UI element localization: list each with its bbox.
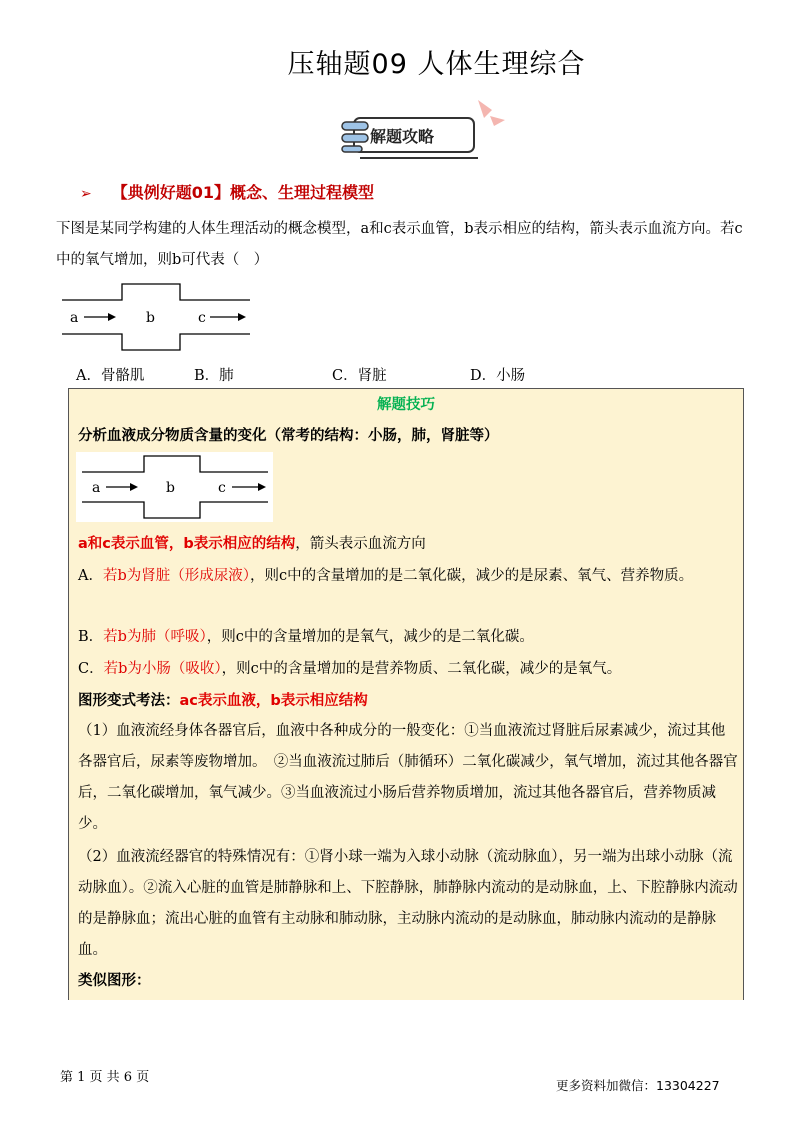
option-a[interactable]: A．骨骼肌 — [76, 368, 145, 384]
diagram-label-a: a — [70, 310, 79, 326]
banner-label: 解题攻略 — [370, 127, 435, 146]
page-title: 压轴题09 人体生理综合 — [287, 49, 586, 80]
tips-diagram-label-c: c — [218, 480, 226, 496]
page-number: 第 1 页 共 6 页 — [60, 1070, 150, 1085]
tips-case-b: B．若b为肺（呼吸），则c中的含量增加的是氧气，减少的是二氧化碳。 — [78, 629, 534, 645]
arrow-head-icon — [238, 313, 246, 321]
section-heading — [80, 180, 374, 203]
tips-subtitle: 分析血液成分物质含量的变化（常考的结构：小肠，肺，肾脏等） — [78, 428, 499, 444]
tips-diagram-label-b: b — [166, 480, 175, 496]
tips-paragraph-2: （2）血液流经器官的特殊情况有：①肾小球一端为入球小动脉（流动脉血），另一端为出球小动脉（流动脉血）。②流入心脏的血管是肺静脉和上、下腔静脉，肺静脉内流动的是动脉血，上、下腔静脉内流动的是静脉血；流出心脏的血管有主动脉和肺动脉，主动脉内流动的是动脉血，肺动脉内流动的是静脉血。 — [78, 849, 738, 958]
tips-title: 解题技巧 — [377, 397, 435, 413]
tips-diagram — [76, 452, 273, 522]
tips-diagram-label-a: a — [92, 480, 101, 496]
arrow-head-icon — [108, 313, 116, 321]
diagram-label-b: b — [146, 310, 155, 326]
diagram-label-c: c — [198, 310, 206, 326]
banner-decor-shape — [478, 100, 492, 118]
tips-paragraph-1: （1）血液流经身体各器官后，血液中各种成分的一般变化：①当血液流过肾脏后尿素减少，流过其他各器官后，尿素等废物增加。 ②当血液流过肺后（肺循环）二氧化碳减少，氧气增加，流过其他各器官后，二氧化碳增加，氧气减少。③当血液流过小肠后营养物质增加，流过其他各器官后，营养物质减少。 — [78, 723, 738, 832]
question-text: 下图是某同学构建的人体生理活动的概念模型，a和c表示血管，b表示相应的结构，箭头表示血流方向。若c中的氧气增加，则b可代表（ ） — [56, 221, 743, 268]
banner-decor-shape-2 — [490, 116, 505, 126]
tips-description: a和c表示血管，b表示相应的结构，箭头表示血流方向 — [78, 536, 426, 552]
tips-case-a: A．若b为肾脏（形成尿液），则c中的含量增加的是二氧化碳，减少的是尿素、氧气、营养物质。 — [78, 568, 694, 584]
tips-variant: 图形变式考法：ac表示血液，b表示相应结构 — [78, 693, 368, 709]
similar-figures-label: 类似图形： — [78, 973, 151, 989]
contact-info: 更多资料加微信：13304227 — [556, 1078, 720, 1093]
option-d[interactable]: D．小肠 — [470, 368, 526, 384]
option-c[interactable]: C．肾脏 — [332, 368, 387, 384]
concept-model-diagram — [60, 282, 252, 354]
section-heading-text: 【典例好题01】概念、生理过程模型 — [111, 183, 375, 202]
option-b[interactable]: B．肺 — [194, 368, 234, 384]
tips-case-c: C．若b为小肠（吸收），则c中的含量增加的是营养物质、二氧化碳，减少的是氧气。 — [78, 661, 622, 677]
bullet-arrow-icon: ➢ — [80, 186, 92, 202]
